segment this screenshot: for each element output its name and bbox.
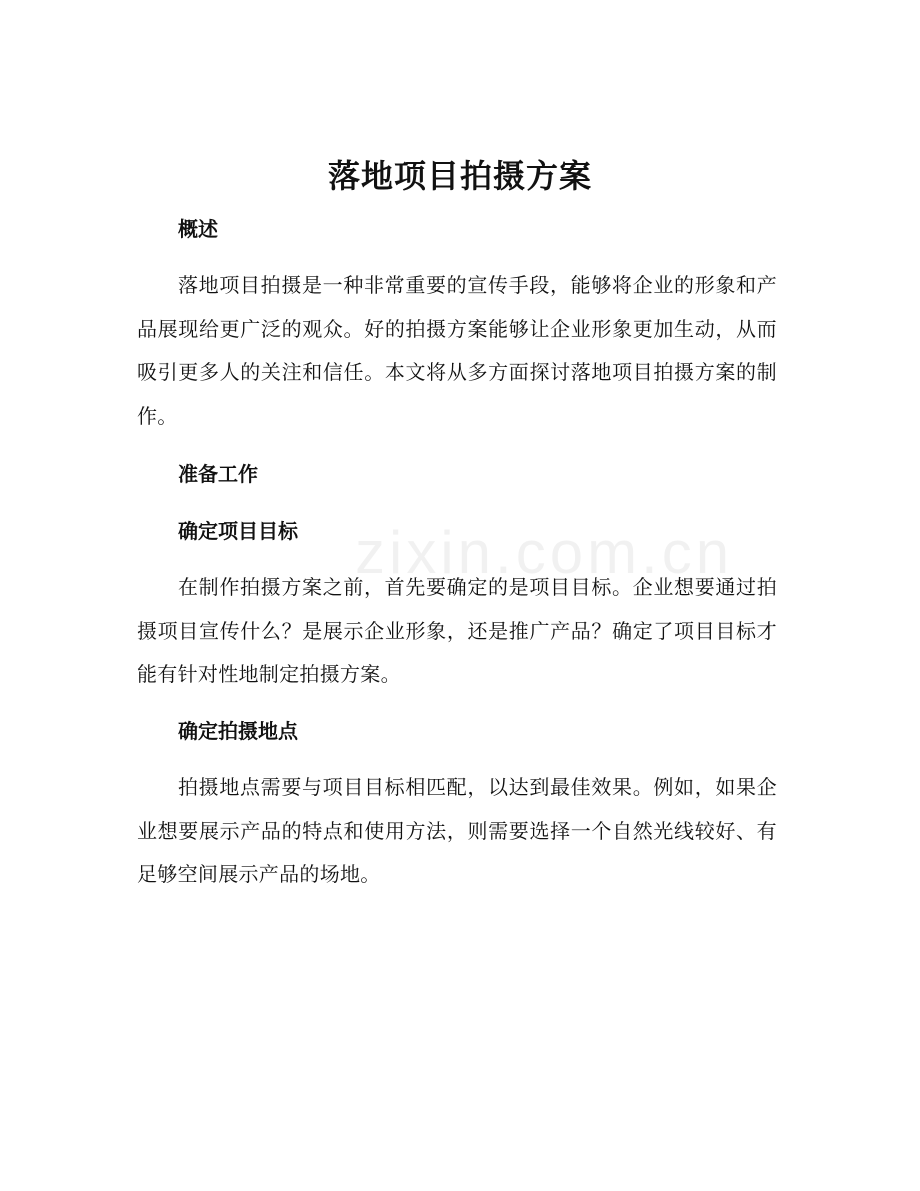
- document-title: 落地项目拍摄方案: [327, 157, 592, 195]
- section-heading-project-goal: 确定项目目标: [178, 519, 298, 543]
- section-paragraph-location: 拍摄地点需要与项目目标相匹配，以达到最佳效果。例如，如果企业想要展示产品的特点和使用方法，则需要选择一个自然光线较好、有足够空间展示产品的场地。: [137, 775, 777, 886]
- section-paragraph-overview: 落地项目拍摄是一种非常重要的宣传手段，能够将企业的形象和产品展现给更广泛的观众。好的拍摄方案能够让企业形象更加生动，从而吸引更多人的关注和信任。本文将从多方面探讨落地项目拍摄方案的制作。: [137, 273, 777, 428]
- section-heading-preparation: 准备工作: [178, 462, 258, 486]
- section-heading-overview: 概述: [178, 217, 218, 241]
- section-heading-location: 确定拍摄地点: [178, 719, 298, 743]
- section-paragraph-project-goal: 在制作拍摄方案之前，首先要确定的是项目目标。企业想要通过拍摄项目宣传什么？是展示企业形象，还是推广产品？确定了项目目标才能有针对性地制定拍摄方案。: [137, 575, 777, 686]
- watermark: zixin.com.cn: [355, 519, 734, 586]
